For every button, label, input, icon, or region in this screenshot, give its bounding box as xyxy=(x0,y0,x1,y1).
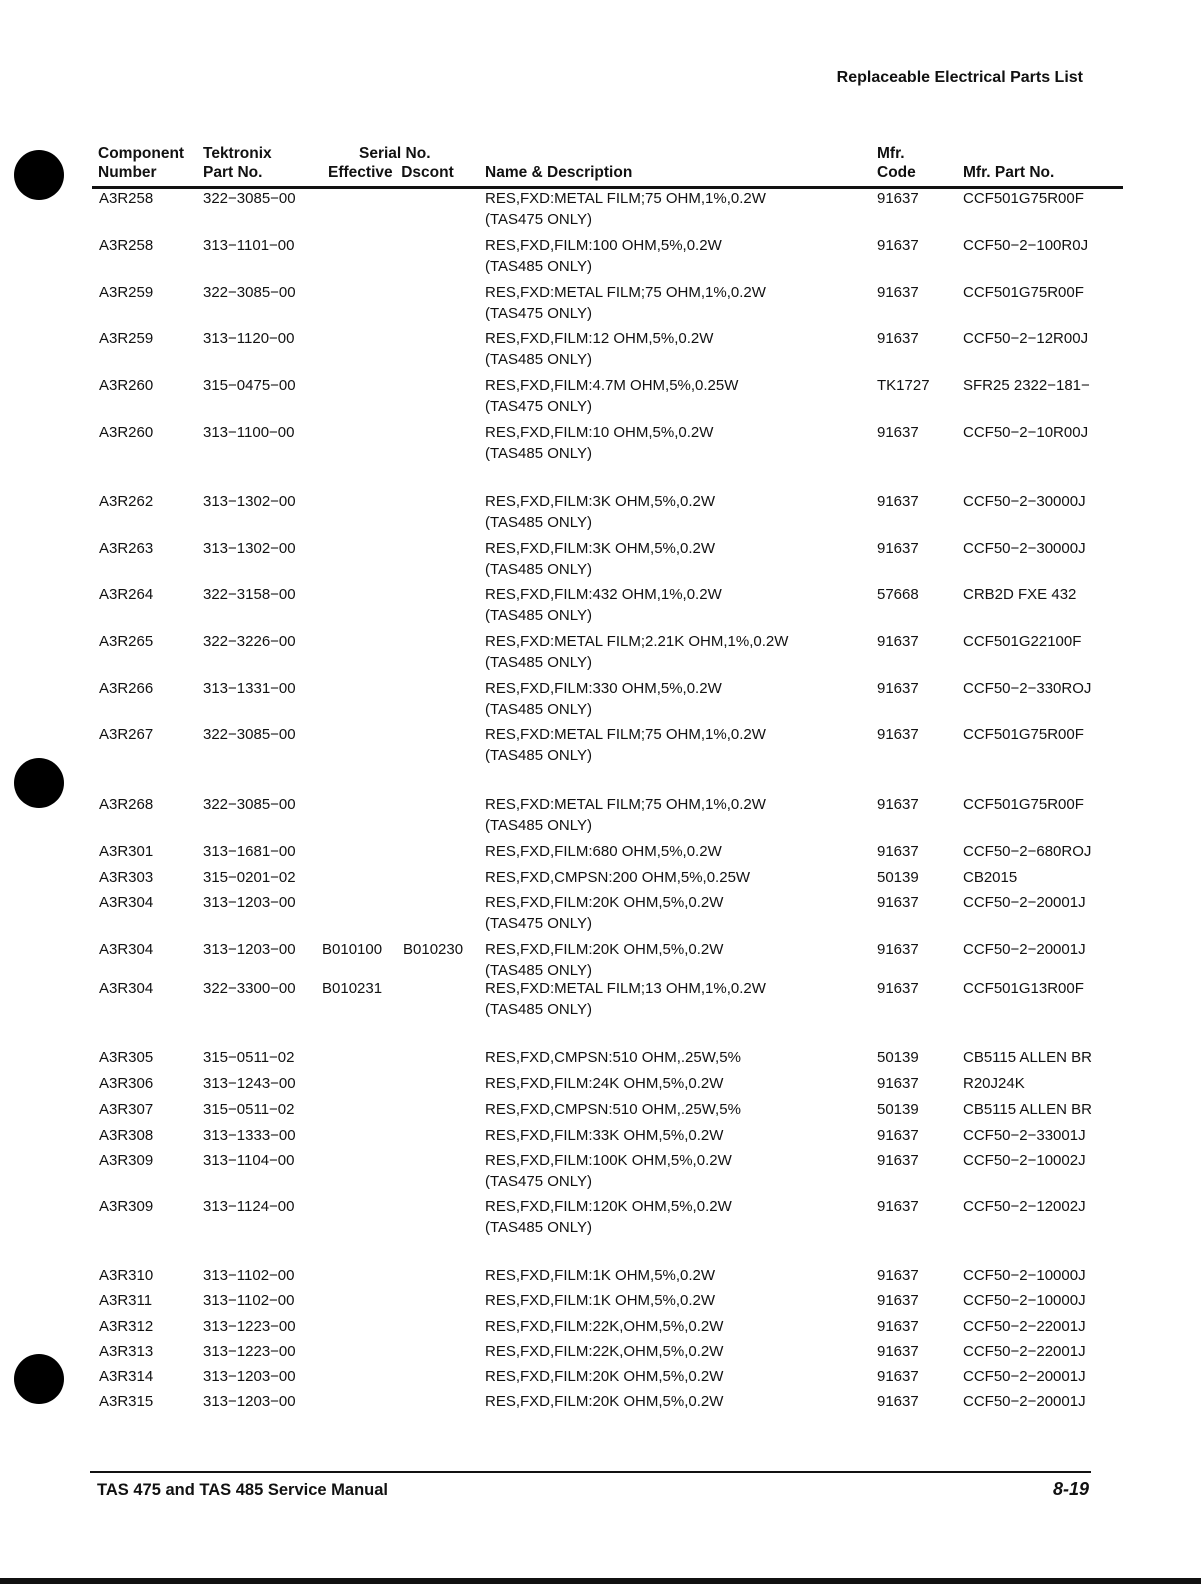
mfr-part-no: CCF50−2−10000J xyxy=(963,1292,1086,1309)
mfr-code: 91637 xyxy=(877,633,919,650)
mfr-part-no: CCF50−2−680ROJ xyxy=(963,843,1092,860)
mfr-code: 91637 xyxy=(877,237,919,254)
description-note: (TAS485 ONLY) xyxy=(485,513,592,531)
name-description xyxy=(485,492,715,533)
mfr-code: 91637 xyxy=(877,1368,919,1385)
mfr-part-no: SFR25 2322−181− xyxy=(963,377,1090,394)
tektronix-part-no: 313−1124−00 xyxy=(203,1198,295,1215)
mfr-code: 91637 xyxy=(877,796,919,813)
component-number: A3R308 xyxy=(99,1127,154,1144)
component-number: A3R310 xyxy=(99,1267,154,1284)
mfr-part-no: R20J24K xyxy=(963,1075,1025,1092)
description-line: RES,FXD,FILM:20K OHM,5%,0.2W xyxy=(485,941,724,958)
name-description xyxy=(485,1317,723,1338)
mfr-code: 50139 xyxy=(877,1049,919,1066)
description-line: RES,FXD,CMPSN:510 OHM,.25W,5% xyxy=(485,1101,741,1118)
tektronix-part-no: 313−1102−00 xyxy=(203,1292,295,1309)
component-number: A3R304 xyxy=(99,894,154,911)
mfr-code: 91637 xyxy=(877,1393,919,1410)
tektronix-part-no: 322−3226−00 xyxy=(203,633,296,650)
name-description xyxy=(485,1126,723,1147)
mfr-part-no: CB2015 xyxy=(963,869,1018,886)
tektronix-part-no: 315−0511−02 xyxy=(203,1049,295,1066)
mfr-part-no: CCF50−2−12R00J xyxy=(963,330,1089,347)
name-description xyxy=(485,189,766,230)
page-number: 8-19 xyxy=(1052,1479,1089,1499)
tektronix-part-no: 322−3300−00 xyxy=(203,980,296,997)
description-line: RES,FXD,FILM:33K OHM,5%,0.2W xyxy=(485,1127,724,1144)
tektronix-part-no: 315−0511−02 xyxy=(203,1101,295,1118)
mfr-part-no: CCF50−2−20001J xyxy=(963,894,1086,911)
component-number: A3R260 xyxy=(99,377,154,394)
tektronix-part-no: 313−1203−00 xyxy=(203,1368,296,1385)
mfr-part-no: CB5115 ALLEN BR xyxy=(963,1049,1092,1066)
mfr-part-no: CRB2D FXE 432 xyxy=(963,586,1077,603)
name-description xyxy=(485,893,723,934)
mfr-code: 91637 xyxy=(877,284,919,301)
component-number: A3R301 xyxy=(99,843,154,860)
tektronix-part-no: 315−0201−02 xyxy=(203,869,296,886)
component-number: A3R309 xyxy=(99,1198,154,1215)
name-description xyxy=(485,1367,723,1388)
mfr-code: 91637 xyxy=(877,1318,919,1335)
description-line: RES,FXD:METAL FILM;75 OHM,1%,0.2W xyxy=(485,284,766,301)
name-description xyxy=(485,1291,715,1312)
description-note: (TAS475 ONLY) xyxy=(485,1172,592,1190)
description-line: RES,FXD,FILM:20K OHM,5%,0.2W xyxy=(485,1368,724,1385)
component-number: A3R259 xyxy=(99,330,154,347)
col-name-header: Name & Description xyxy=(485,164,633,181)
mfr-code: 91637 xyxy=(877,1267,919,1284)
component-number: A3R260 xyxy=(99,424,154,441)
description-line: RES,FXD,FILM:24K OHM,5%,0.2W xyxy=(485,1075,724,1092)
description-note: (TAS475 ONLY) xyxy=(485,210,592,228)
mfr-code: 91637 xyxy=(877,980,919,997)
name-description xyxy=(485,1392,723,1413)
tektronix-part-no: 313−1203−00 xyxy=(203,1393,296,1410)
section-title: Replaceable Electrical Parts List xyxy=(836,69,1083,86)
tektronix-part-no: 313−1302−00 xyxy=(203,493,296,510)
serial-effective: B010100 xyxy=(322,941,383,958)
description-note: (TAS475 ONLY) xyxy=(485,304,592,322)
description-line: RES,FXD,FILM:12 OHM,5%,0.2W xyxy=(485,330,714,347)
name-description xyxy=(485,725,766,766)
name-description xyxy=(485,795,766,836)
tektronix-part-no: 315−0475−00 xyxy=(203,377,296,394)
component-number: A3R313 xyxy=(99,1343,154,1360)
component-number: A3R259 xyxy=(99,284,154,301)
description-note: (TAS485 ONLY) xyxy=(485,961,592,979)
scan-edge-bar xyxy=(0,1578,1201,1584)
description-line: RES,FXD:METAL FILM;75 OHM,1%,0.2W xyxy=(485,190,766,207)
description-line: RES,FXD,FILM:3K OHM,5%,0.2W xyxy=(485,540,716,557)
name-description xyxy=(485,1048,741,1069)
component-number: A3R258 xyxy=(99,237,154,254)
tektronix-part-no: 313−1203−00 xyxy=(203,894,296,911)
mfr-part-no: CCF50−2−10R00J xyxy=(963,424,1089,441)
component-number: A3R268 xyxy=(99,796,154,813)
component-number: A3R306 xyxy=(99,1075,154,1092)
mfr-part-no: CCF501G22100F xyxy=(963,633,1082,650)
mfr-code: 91637 xyxy=(877,894,919,911)
description-note: (TAS485 ONLY) xyxy=(485,257,592,275)
tektronix-part-no: 322−3085−00 xyxy=(203,726,296,743)
component-number: A3R258 xyxy=(99,190,154,207)
name-description xyxy=(485,423,713,464)
component-number: A3R312 xyxy=(99,1318,154,1335)
mfr-part-no: CCF50−2−10000J xyxy=(963,1267,1086,1284)
mfr-part-no: CCF50−2−22001J xyxy=(963,1343,1086,1360)
description-line: RES,FXD,FILM:4.7M OHM,5%,0.25W xyxy=(485,377,739,394)
description-note: (TAS485 ONLY) xyxy=(485,1000,592,1018)
description-note: (TAS485 ONLY) xyxy=(485,444,592,462)
tektronix-part-no: 313−1331−00 xyxy=(203,680,296,697)
name-description xyxy=(485,1074,723,1095)
tektronix-part-no: 313−1102−00 xyxy=(203,1267,295,1284)
mfr-part-no: CCF50−2−20001J xyxy=(963,941,1086,958)
tektronix-part-no: 322−3085−00 xyxy=(203,796,296,813)
mfr-part-no: CCF50−2−12002J xyxy=(963,1198,1086,1215)
component-number: A3R264 xyxy=(99,586,154,603)
component-number: A3R304 xyxy=(99,980,154,997)
component-number: A3R265 xyxy=(99,633,154,650)
footer-rule xyxy=(90,1471,1091,1473)
manual-title: TAS 475 and TAS 485 Service Manual xyxy=(97,1481,389,1499)
description-note: (TAS485 ONLY) xyxy=(485,350,592,368)
description-note: (TAS475 ONLY) xyxy=(485,397,592,415)
mfr-code: 91637 xyxy=(877,424,919,441)
mfr-code: 91637 xyxy=(877,1343,919,1360)
description-note: (TAS485 ONLY) xyxy=(485,653,592,671)
description-line: RES,FXD:METAL FILM;75 OHM,1%,0.2W xyxy=(485,796,766,813)
mfr-part-no: CCF50−2−100R0J xyxy=(963,237,1089,254)
description-note: (TAS485 ONLY) xyxy=(485,560,592,578)
mfr-code: 91637 xyxy=(877,843,919,860)
mfr-part-no: CCF50−2−30000J xyxy=(963,493,1086,510)
col-serial-header: Serial No. Effective Dscont xyxy=(328,145,454,181)
description-line: RES,FXD:METAL FILM;13 OHM,1%,0.2W xyxy=(485,980,766,997)
description-line: RES,FXD,FILM:100 OHM,5%,0.2W xyxy=(485,237,722,254)
mfr-part-no: CCF50−2−20001J xyxy=(963,1368,1086,1385)
tektronix-part-no: 322−3085−00 xyxy=(203,190,296,207)
mfr-part-no: CCF50−2−33001J xyxy=(963,1127,1086,1144)
component-number: A3R311 xyxy=(99,1292,153,1309)
name-description xyxy=(485,940,723,981)
description-line: RES,FXD,FILM:1K OHM,5%,0.2W xyxy=(485,1267,716,1284)
description-note: (TAS475 ONLY) xyxy=(485,914,592,932)
description-line: RES,FXD:METAL FILM;75 OHM,1%,0.2W xyxy=(485,726,766,743)
name-description xyxy=(485,979,766,1020)
name-description xyxy=(485,329,713,370)
component-number: A3R315 xyxy=(99,1393,154,1410)
mfr-code: 50139 xyxy=(877,1101,919,1118)
mfr-code: 91637 xyxy=(877,540,919,557)
name-description xyxy=(485,283,766,324)
tektronix-part-no: 313−1223−00 xyxy=(203,1343,296,1360)
name-description xyxy=(485,1197,732,1238)
name-description xyxy=(485,868,750,889)
component-number: A3R263 xyxy=(99,540,154,557)
description-line: RES,FXD,FILM:100K OHM,5%,0.2W xyxy=(485,1152,732,1169)
mfr-code: 91637 xyxy=(877,493,919,510)
component-number: A3R309 xyxy=(99,1152,154,1169)
mfr-part-no: CCF50−2−22001J xyxy=(963,1318,1086,1335)
component-number: A3R267 xyxy=(99,726,154,743)
description-note: (TAS485 ONLY) xyxy=(485,606,592,624)
mfr-part-no: CCF501G75R00F xyxy=(963,796,1084,813)
component-number: A3R305 xyxy=(99,1049,154,1066)
name-description xyxy=(485,1266,715,1287)
component-number: A3R262 xyxy=(99,493,154,510)
description-line: RES,FXD,FILM:20K OHM,5%,0.2W xyxy=(485,1393,724,1410)
name-description xyxy=(485,679,722,720)
serial-effective: B010231 xyxy=(322,980,383,997)
tektronix-part-no: 313−1203−00 xyxy=(203,941,296,958)
mfr-code: 50139 xyxy=(877,869,919,886)
mfr-code: 91637 xyxy=(877,726,919,743)
component-number: A3R304 xyxy=(99,941,154,958)
description-line: RES,FXD,FILM:120K OHM,5%,0.2W xyxy=(485,1198,732,1215)
component-number: A3R303 xyxy=(99,869,154,886)
mfr-part-no: CCF501G75R00F xyxy=(963,190,1084,207)
mfr-code: 91637 xyxy=(877,190,919,207)
tektronix-part-no: 313−1120−00 xyxy=(203,330,295,347)
description-line: RES,FXD,FILM:3K OHM,5%,0.2W xyxy=(485,493,716,510)
mfr-code: 91637 xyxy=(877,1075,919,1092)
tektronix-part-no: 322−3158−00 xyxy=(203,586,296,603)
mfr-code: 91637 xyxy=(877,680,919,697)
description-note: (TAS485 ONLY) xyxy=(485,746,592,764)
component-number: A3R314 xyxy=(99,1368,154,1385)
mfr-part-no: CCF501G13R00F xyxy=(963,980,1084,997)
col-component-header: Component Number xyxy=(98,145,185,181)
description-note: (TAS485 ONLY) xyxy=(485,816,592,834)
description-line: RES,FXD,CMPSN:510 OHM,.25W,5% xyxy=(485,1049,741,1066)
tektronix-part-no: 313−1100−00 xyxy=(203,424,295,441)
mfr-code: TK1727 xyxy=(877,377,930,394)
tektronix-part-no: 313−1681−00 xyxy=(203,843,296,860)
tektronix-part-no: 313−1101−00 xyxy=(203,237,295,254)
name-description xyxy=(485,632,788,673)
name-description xyxy=(485,236,722,277)
description-note: (TAS485 ONLY) xyxy=(485,1218,592,1236)
description-line: RES,FXD,FILM:22K,OHM,5%,0.2W xyxy=(485,1318,724,1335)
component-number: A3R266 xyxy=(99,680,154,697)
tektronix-part-no: 313−1223−00 xyxy=(203,1318,296,1335)
mfr-part-no: CB5115 ALLEN BR xyxy=(963,1101,1092,1118)
name-description xyxy=(485,539,715,580)
mfr-code: 91637 xyxy=(877,1127,919,1144)
description-line: RES,FXD,FILM:20K OHM,5%,0.2W xyxy=(485,894,724,911)
description-line: RES,FXD,FILM:680 OHM,5%,0.2W xyxy=(485,843,722,860)
tektronix-part-no: 313−1333−00 xyxy=(203,1127,296,1144)
mfr-code: 91637 xyxy=(877,1198,919,1215)
description-line: RES,FXD,FILM:1K OHM,5%,0.2W xyxy=(485,1292,716,1309)
mfr-code: 91637 xyxy=(877,330,919,347)
name-description xyxy=(485,376,738,417)
name-description xyxy=(485,1100,741,1121)
description-line: RES,FXD,FILM:22K,OHM,5%,0.2W xyxy=(485,1343,724,1360)
description-line: RES,FXD:METAL FILM;2.21K OHM,1%,0.2W xyxy=(485,633,789,650)
col-mfr-part-header: Mfr. Part No. xyxy=(963,164,1055,181)
description-line: RES,FXD,FILM:10 OHM,5%,0.2W xyxy=(485,424,714,441)
tektronix-part-no: 313−1302−00 xyxy=(203,540,296,557)
mfr-code: 57668 xyxy=(877,586,919,603)
tektronix-part-no: 313−1243−00 xyxy=(203,1075,296,1092)
name-description xyxy=(485,1342,723,1363)
description-note: (TAS485 ONLY) xyxy=(485,700,592,718)
name-description xyxy=(485,585,722,626)
description-line: RES,FXD,FILM:330 OHM,5%,0.2W xyxy=(485,680,722,697)
col-tektronix-header: Tektronix Part No. xyxy=(203,145,272,181)
mfr-part-no: CCF50−2−330ROJ xyxy=(963,680,1092,697)
mfr-part-no: CCF50−2−10002J xyxy=(963,1152,1086,1169)
mfr-part-no: CCF501G75R00F xyxy=(963,726,1084,743)
tektronix-part-no: 313−1104−00 xyxy=(203,1152,295,1169)
mfr-part-no: CCF501G75R00F xyxy=(963,284,1084,301)
name-description xyxy=(485,1151,732,1192)
mfr-part-no: CCF50−2−30000J xyxy=(963,540,1086,557)
mfr-code: 91637 xyxy=(877,1152,919,1169)
mfr-code: 91637 xyxy=(877,941,919,958)
col-mfr-code-header: Mfr. Code xyxy=(877,145,916,181)
serial-dscont: B010230 xyxy=(403,941,464,958)
description-line: RES,FXD,CMPSN:200 OHM,5%,0.25W xyxy=(485,869,751,886)
tektronix-part-no: 322−3085−00 xyxy=(203,284,296,301)
mfr-code: 91637 xyxy=(877,1292,919,1309)
name-description xyxy=(485,842,722,863)
mfr-part-no: CCF50−2−20001J xyxy=(963,1393,1086,1410)
description-line: RES,FXD,FILM:432 OHM,1%,0.2W xyxy=(485,586,722,603)
component-number: A3R307 xyxy=(99,1101,154,1118)
